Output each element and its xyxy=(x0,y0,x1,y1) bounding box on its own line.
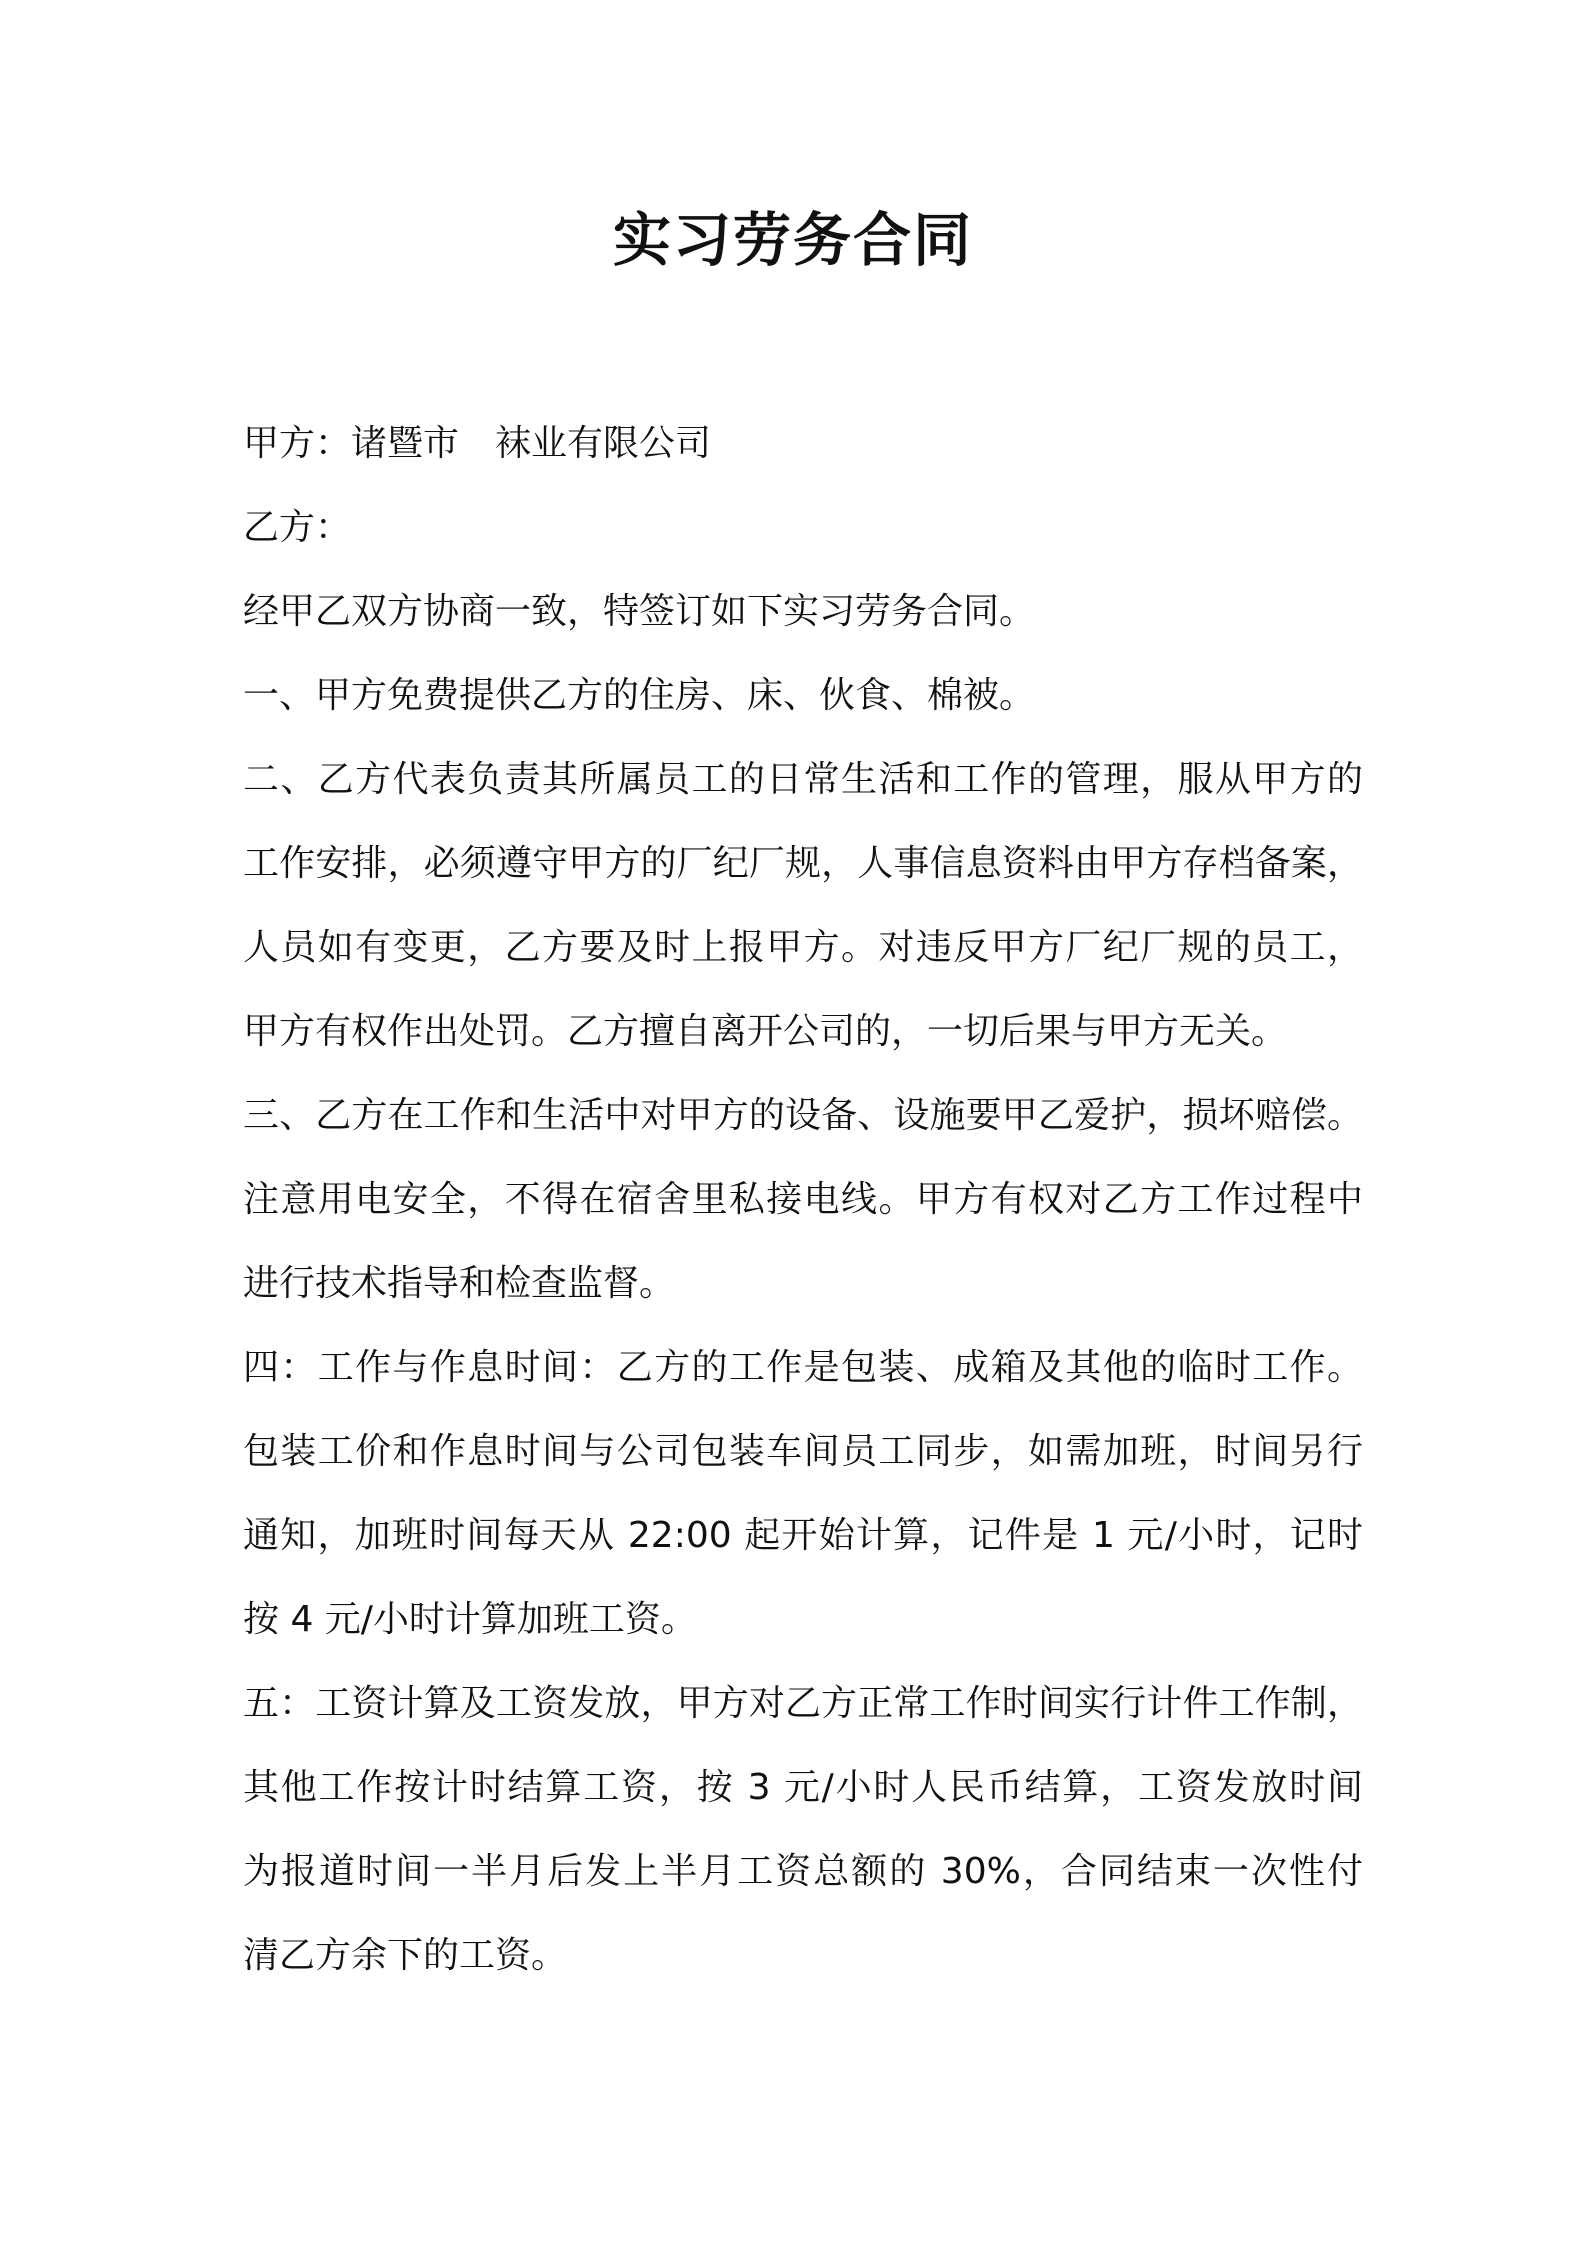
clause-2-line: 工作安排，必须遵守甲方的厂纪厂规，人事信息资料由甲方存档备案， xyxy=(243,843,1363,884)
party-a-line xyxy=(243,402,1363,486)
clause-2-line: 甲方有权作出处罚。乙方擅自离开公司的，一切后果与甲方无关。 xyxy=(243,1011,1288,1052)
clause-4-line: 通知，加班时间每天从 22:00 起开始计算，记件是 1 元/小时，记时 xyxy=(243,1515,1363,1556)
clause-3-line: 三、乙方在工作和生活中对甲方的设备、设施要甲乙爱护，损坏赔偿。 xyxy=(243,1095,1363,1136)
clause-5-line: 为报道时间一半月后发上半月工资总额的 30%，合同结束一次性付 xyxy=(243,1851,1363,1892)
clause-4 xyxy=(243,1326,1363,1662)
clause-1 xyxy=(243,654,1363,738)
clause-5-line: 清乙方余下的工资。 xyxy=(243,1935,568,1976)
clause-4-line: 四：工作与作息时间：乙方的工作是包装、成箱及其他的临时工作。 xyxy=(243,1347,1363,1388)
party-a-prefix: 甲方：诸暨市 xyxy=(243,423,460,464)
clause-5-line: 五：工资计算及工资发放，甲方对乙方正常工作时间实行计件工作制， xyxy=(243,1683,1363,1724)
clause-4-line: 包装工价和作息时间与公司包装车间员工同步，如需加班，时间另行 xyxy=(243,1431,1363,1472)
clause-2 xyxy=(243,738,1363,1074)
clause-2-line: 二、乙方代表负责其所属员工的日常生活和工作的管理，服从甲方的 xyxy=(243,759,1363,800)
contract-title: 实习劳务合同 xyxy=(612,206,973,274)
clause-5 xyxy=(243,1662,1363,1998)
party-b-line: 乙方： xyxy=(243,507,352,548)
clause-5-line: 其他工作按计时结算工资，按 3 元/小时人民币结算，工资发放时间 xyxy=(243,1767,1363,1808)
clause-3-line: 进行技术指导和检查监督。 xyxy=(243,1263,676,1304)
preamble: 经甲乙双方协商一致，特签订如下实习劳务合同。 xyxy=(243,591,1036,632)
clause-1-line: 一、甲方免费提供乙方的住房、床、伙食、棉被。 xyxy=(243,675,1036,716)
clause-3 xyxy=(243,1074,1363,1326)
contract-body xyxy=(243,402,1363,1998)
clause-2-line: 人员如有变更，乙方要及时上报甲方。对违反甲方厂纪厂规的员工， xyxy=(243,927,1363,968)
clause-3-line: 注意用电安全，不得在宿舍里私接电线。甲方有权对乙方工作过程中 xyxy=(243,1179,1363,1220)
party-a-company: 袜业有限公司 xyxy=(495,423,712,464)
clause-4-line: 按 4 元/小时计算加班工资。 xyxy=(243,1599,697,1640)
